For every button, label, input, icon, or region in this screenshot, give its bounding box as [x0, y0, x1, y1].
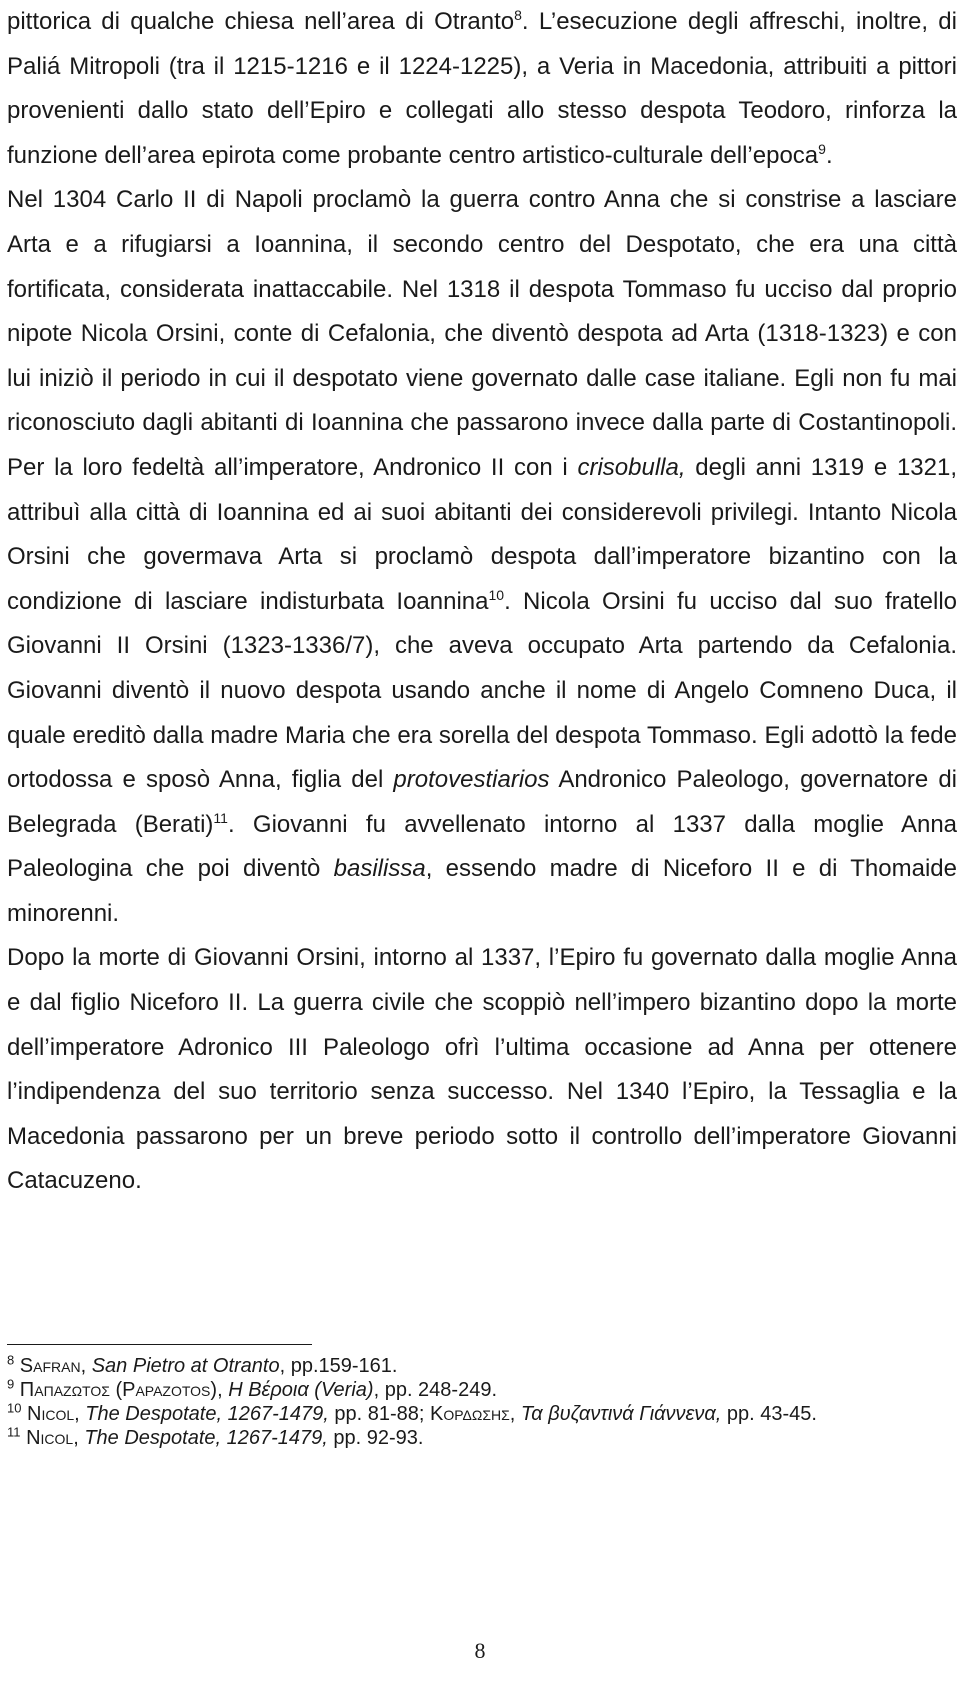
footnote-10 [7, 1402, 957, 1426]
paragraph-3 [7, 936, 957, 1204]
author-name: Safran [19, 1355, 81, 1377]
footnote-reference: 8 [7, 1352, 15, 1368]
page-number: 8 [474, 1638, 486, 1663]
text-run: . [825, 141, 833, 169]
footnote-reference: 10 [7, 1400, 22, 1416]
text-run: . L’esecuzione degli affreschi, inoltre, di Paliá Mitropoli (tra il 1215-1216 e il 1224-1225), a Veria in Macedonia, attribuiti a pittori provenienti dallo stato dell’Epiro e collegati allo stesso despota Teodoro, rinforza la funzione dell’area epirota come probante centro artistico-culturale dell’epoca [7, 8, 957, 169]
text-run: Dopo la morte di Giovanni Orsini, intorno al 1337, l’Epiro fu governato dalla moglie Anna e dal figlio Niceforo II. La guerra civile che scoppiò nell’impero bizantino dopo la morte dell’imperatore Adronico III Paleologo ofrì l’ultima occasione ad Anna per ottenere l’indipendenza del suo territorio senza successo. Nel 1340 l’Epiro, la Tessaglia e la Macedonia passarono per un breve periodo sotto il controllo dell’imperatore Giovanni Catacuzeno. [7, 944, 957, 1195]
text-run: ), [210, 1379, 229, 1401]
page-body [7, 0, 957, 1204]
footnote-reference: 8 [514, 7, 522, 23]
author-name: Κορδωσης [429, 1403, 510, 1425]
footnote-reference: 9 [818, 140, 826, 157]
text-run: pp. 81-88; [328, 1403, 430, 1425]
italic-text: Τα βυζαντινά Γιάννενα, [520, 1403, 722, 1425]
text-run: Andronico Paleologo, governatore di Belegrada (Berati) [7, 766, 958, 838]
text-run: pittorica di qualche chiesa nell’area di Otranto [7, 8, 515, 35]
text-run: , [80, 1355, 92, 1377]
author-name: Papazotos [122, 1379, 211, 1401]
text-run: ( [109, 1379, 123, 1401]
text-run: degli anni 1319 e 1321, attribuì alla città di Ioannina ed ai suoi abitanti dei considerevoli privilegi. Intanto Nicola Orsini che govermava Arta si proclamò despota dall’imperatore bizantino con la condizione di lasciare indisturbata Ioannina [7, 453, 958, 615]
text-run: , [73, 1427, 85, 1449]
text-run: , pp.159-161. [279, 1355, 398, 1377]
text-run: , pp. 248-249. [373, 1379, 498, 1401]
italic-text: The Despotate, 1267-1479, [84, 1427, 328, 1449]
footnote-reference: 11 [7, 1424, 21, 1440]
footnote-8 [7, 1354, 957, 1378]
text-run: . Nicola Orsini fu ucciso dal suo fratello Giovanni II Orsini (1323-1336/7), che aveva occupato Arta partendo da Cefalonia. Giovanni diventò il nuovo despota usando anche il nome di Angelo Comneno Duca, il quale ereditò dalla madre Maria che era sorella del despota Tommaso. Egli adottò la fede ortodossa e sposò Anna, figlia del [7, 587, 958, 794]
italic-text: The Despotate, 1267-1479, [85, 1403, 329, 1425]
text-run: pp. 92-93. [327, 1427, 424, 1449]
main-text [7, 0, 957, 1204]
text-run: . Giovanni fu avvellenato intorno al 1337 dalla moglie Anna Paleologina che poi diventò [7, 810, 958, 883]
paragraph-1 [7, 0, 957, 178]
paragraph-2 [7, 178, 957, 936]
footnote-separator [7, 1344, 312, 1345]
italic-text: Η Βέροια (Veria) [228, 1379, 374, 1401]
italic-text: basilissa [333, 855, 426, 883]
footnote-reference: 10 [488, 586, 505, 603]
italic-text: San Pietro at Otranto [91, 1355, 280, 1377]
italic-text: crisobulla, [577, 453, 686, 481]
author-name: Παπαζωτος [19, 1379, 110, 1401]
text-run: Nel 1304 Carlo II di Napoli proclamò la guerra contro Anna che si constrise a lasciare Arta e a rifugiarsi a Ioannina, il secondo centro del Despotato, che era una città fortificata, considerata inattaccabile. Nel 1318 il despota Tommaso fu ucciso dal proprio nipote Nicola Orsini, conte di Cefalonia, che diventò despota ad Arta (1318-1323) e con lui iniziò il periodo in cui il despotato viene governato dalle case italiane. Egli non fu mai riconosciuto dagli abitanti di Ioannina che passarono invece dalla parte di Costantinopoli. Per la loro fedeltà all’imperatore, Andronico II con i [7, 186, 957, 481]
text-run: pp. 43-45. [721, 1403, 817, 1425]
text-run: , [509, 1403, 521, 1425]
footnote-reference: 9 [7, 1376, 15, 1392]
footnotes [7, 1354, 957, 1450]
author-name: Nicol [27, 1403, 75, 1425]
text-run: , [74, 1403, 86, 1425]
footnote-9 [7, 1378, 957, 1402]
footnote-11 [7, 1426, 957, 1450]
italic-text: protovestiarios [393, 766, 550, 794]
text-run: , essendo madre di Niceforo II e di Thomaide minorenni. [7, 855, 957, 927]
author-name: Nicol [26, 1427, 74, 1449]
footnote-reference: 11 [213, 809, 228, 826]
